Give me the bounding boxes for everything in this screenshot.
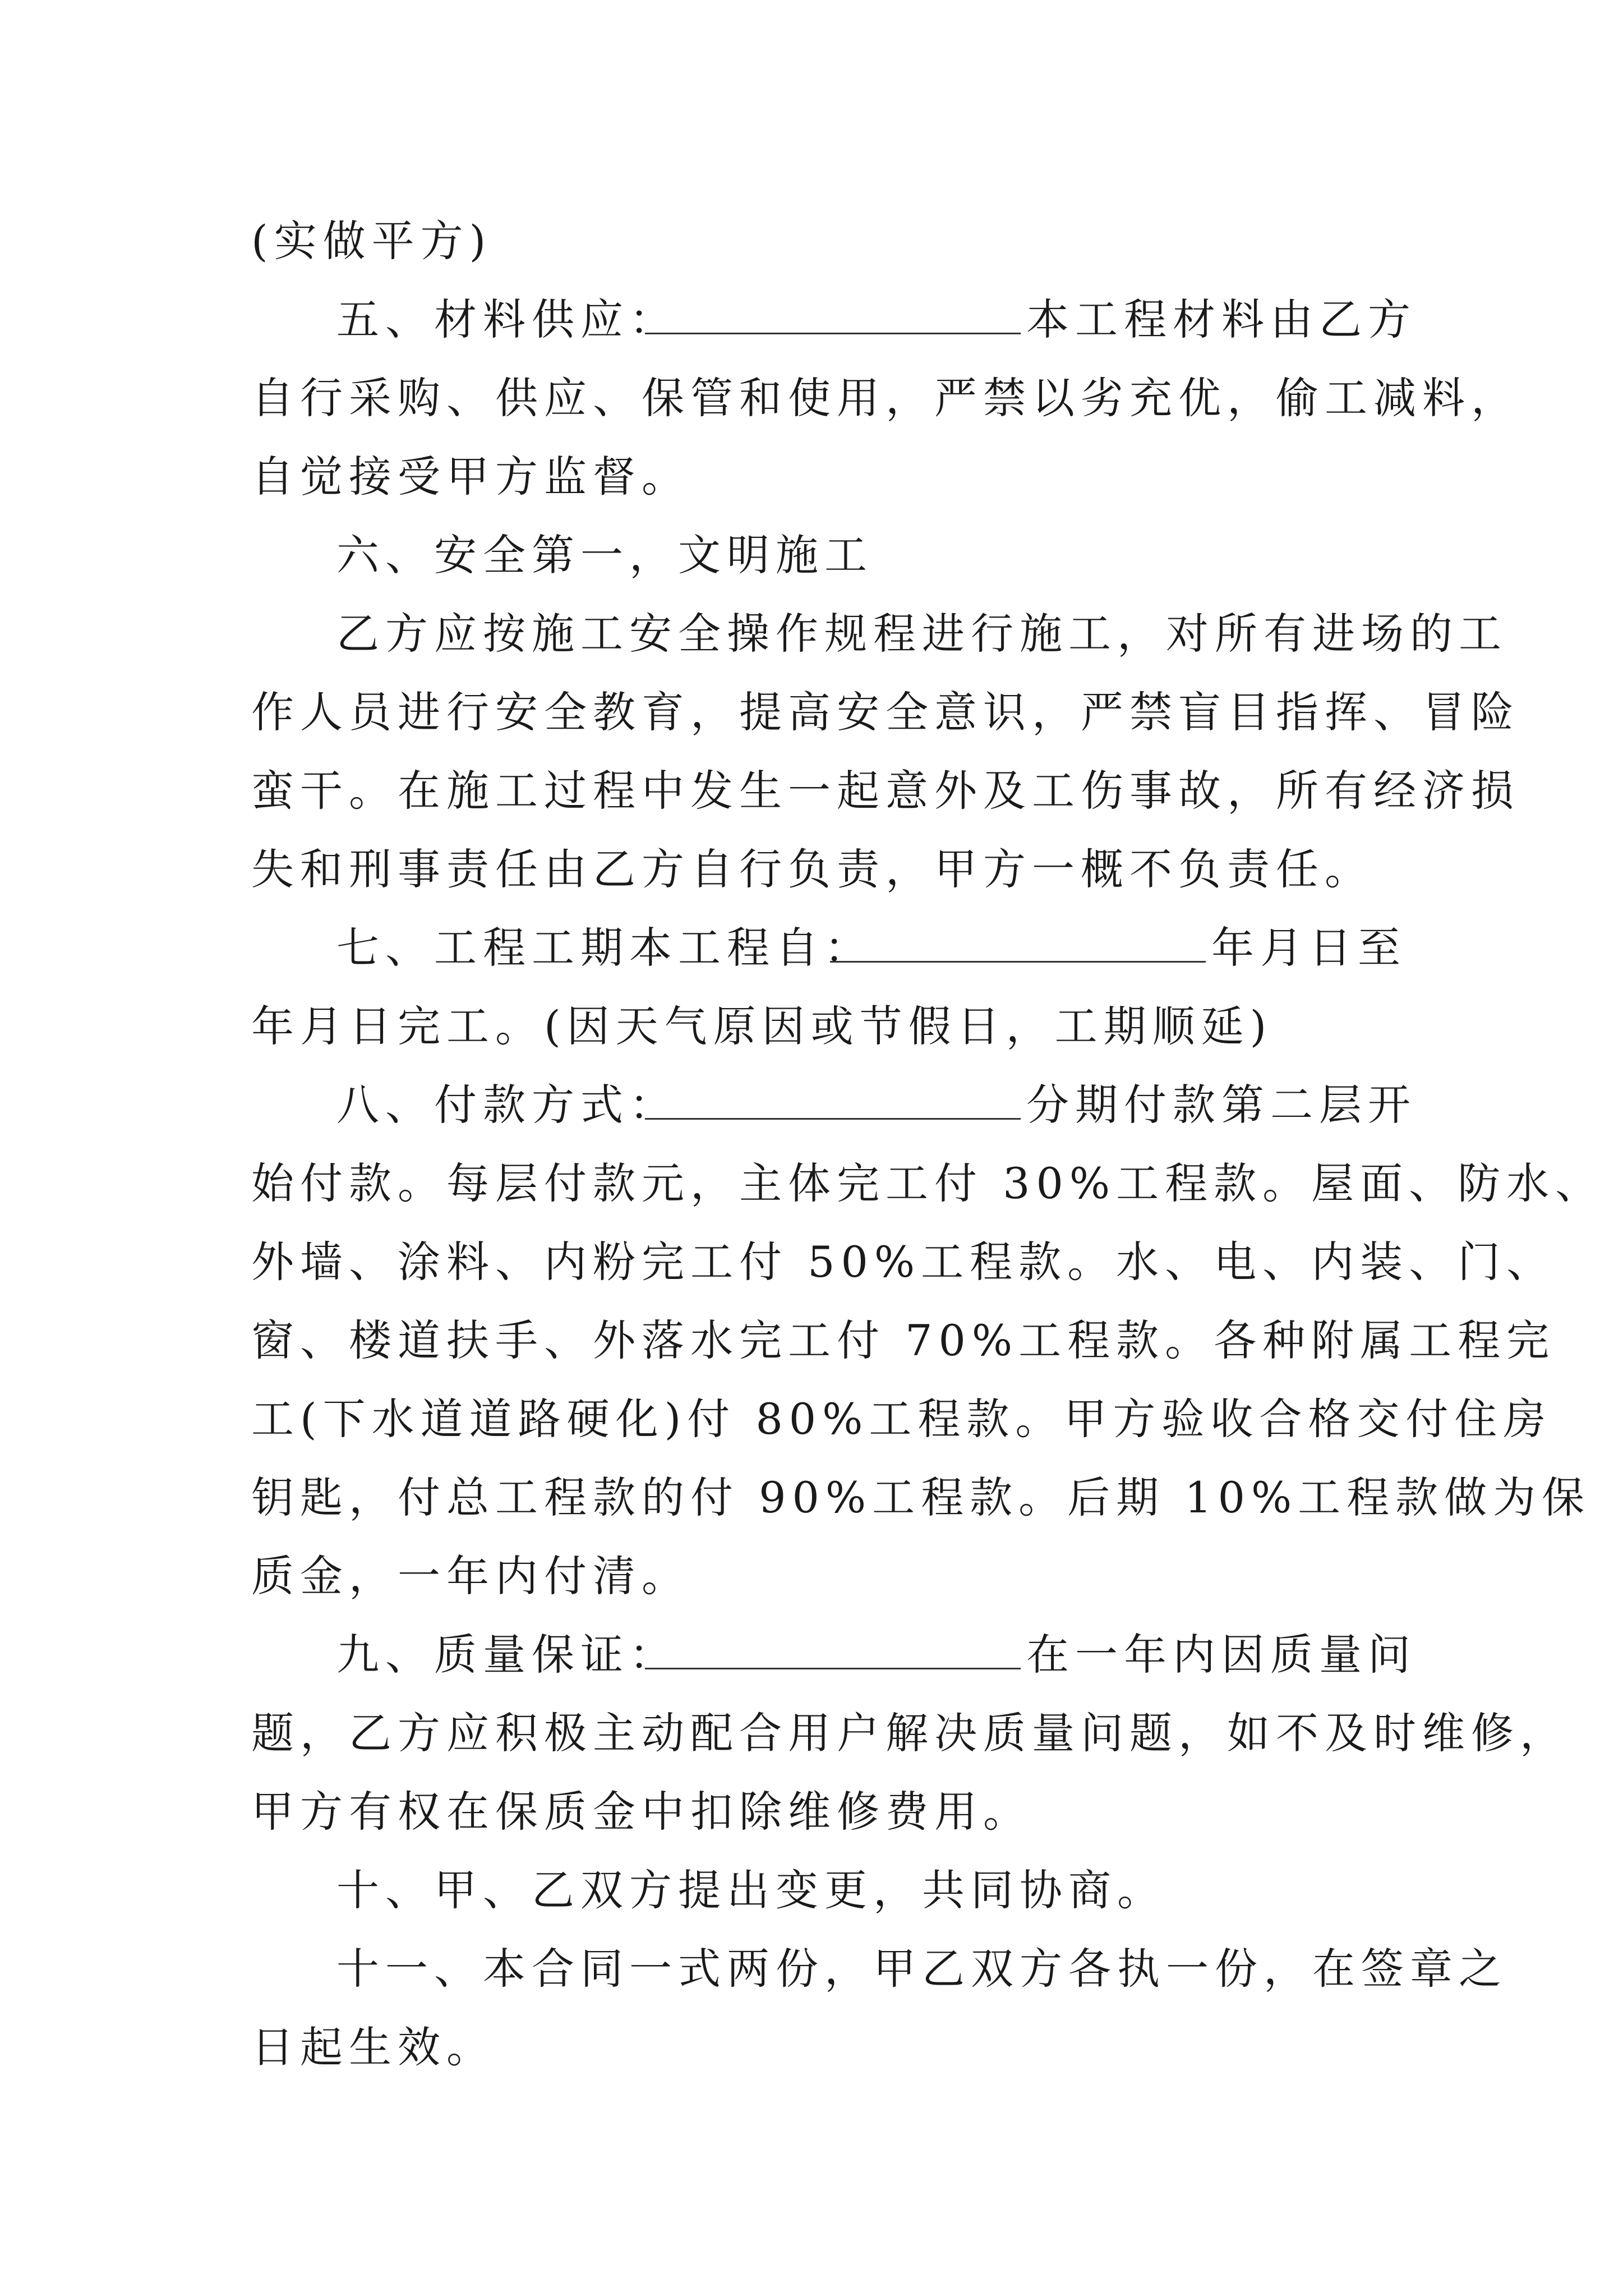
text-line <box>0 1548 1623 1604</box>
text-line-content: 甲方有权在保质金中扣除维修费用。 <box>251 1787 1032 1837</box>
text-line-content: 题，乙方应积极主动配合用户解决质量问题，如不及时维修， <box>251 1708 1569 1758</box>
text-line <box>0 1234 1623 1290</box>
section-heading: 五、材料供应： <box>336 295 678 344</box>
text-line-content: 工(下水道道路硬化)付 80%工程款。甲方验收合格交付住房 <box>251 1394 1552 1444</box>
text-line-content: 钥匙，付总工程款的付 90%工程款。后期 10%工程款做为保 <box>251 1473 1591 1522</box>
text-line-content: 始付款。每层付款元，主体完工付 30%工程款。屋面、防水、 <box>251 1158 1604 1208</box>
text-line-content: 质金，一年内付清。 <box>251 1551 690 1601</box>
text-line <box>0 449 1623 505</box>
text-line-content: 年月日完工。(因天气原因或节假日，工期顺延) <box>251 1001 1273 1051</box>
text-line <box>0 841 1623 898</box>
section-heading: 六、安全第一，文明施工 <box>336 530 873 580</box>
text-line-content: 自觉接受甲方监督。 <box>251 452 690 501</box>
payment-line <box>0 1077 1623 1133</box>
text-line-content: 在一年内因质量问 <box>1026 1630 1417 1680</box>
text-line-content: 乙方应按施工安全操作规程进行施工，对所有进场的工 <box>336 609 1507 659</box>
text-line <box>0 213 1623 269</box>
text-line <box>0 1470 1623 1526</box>
text-line-content: 日起生效。 <box>251 2022 495 2072</box>
text-line-content: 作人员进行安全教育，提高安全意识，严禁盲目指挥、冒险 <box>251 687 1520 737</box>
text-line <box>0 763 1623 819</box>
text-line <box>0 370 1623 426</box>
section-heading: 八、付款方式： <box>336 1080 678 1130</box>
text-line <box>0 1156 1623 1212</box>
text-line-content: 年月日至 <box>1211 923 1407 973</box>
text-line <box>0 1941 1623 1997</box>
material-supply-line <box>0 292 1623 348</box>
text-line-content: 失和刑事责任由乙方自行负责，甲方一概不负责任。 <box>251 844 1373 894</box>
text-line-content: 窗、楼道扶手、外落水完工付 70%工程款。各种附属工程完 <box>251 1315 1556 1365</box>
section-heading: 九、质量保证： <box>336 1630 678 1680</box>
text-line <box>0 1391 1623 1447</box>
fill-in-blank <box>645 1077 1021 1133</box>
text-line <box>0 1313 1623 1369</box>
text-line <box>0 684 1623 740</box>
schedule-line <box>0 920 1623 976</box>
text-line <box>0 999 1623 1055</box>
text-line-content: 十一、本合同一式两份，甲乙双方各执一份，在签章之 <box>336 1944 1507 1994</box>
text-line-content: 外墙、涂料、内粉完工付 50%工程款。水、电、内装、门、 <box>251 1237 1556 1287</box>
fill-in-blank <box>830 920 1206 976</box>
text-line-content: 十、甲、乙双方提出变更，共同协商。 <box>336 1865 1166 1915</box>
text-line <box>0 1784 1623 1840</box>
text-line-content: 分期付款第二层开 <box>1026 1080 1417 1130</box>
text-line <box>0 1705 1623 1761</box>
text-line-content: 蛮干。在施工过程中发生一起意外及工伤事故，所有经济损 <box>251 766 1520 816</box>
text-line <box>0 606 1623 662</box>
quality-line <box>0 1627 1623 1683</box>
text-line-content: 自行采购、供应、保管和使用，严禁以劣充优，偷工减料， <box>251 373 1520 423</box>
text-line-content: (实做平方) <box>251 216 492 266</box>
text-line-content: 本工程材料由乙方 <box>1026 295 1417 344</box>
fill-in-blank <box>645 1627 1021 1683</box>
text-line <box>0 1862 1623 1918</box>
section-heading-line <box>0 527 1623 583</box>
fill-in-blank <box>645 292 1021 348</box>
section-heading: 七、工程工期本工程自： <box>336 923 873 973</box>
text-line <box>0 2019 1623 2076</box>
